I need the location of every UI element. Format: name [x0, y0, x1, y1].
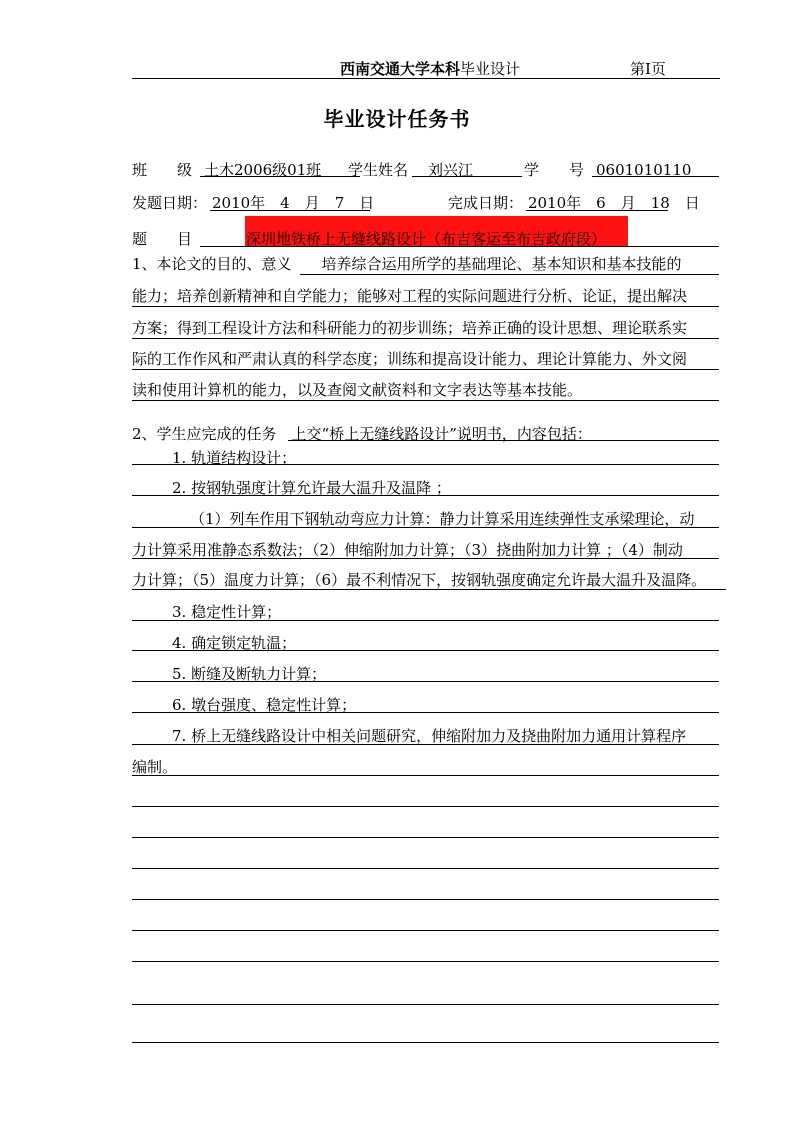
name-label: 学生姓名	[348, 161, 409, 179]
task-3: 3. 稳定性计算；	[172, 603, 282, 621]
blank-line	[132, 806, 719, 807]
rule	[132, 527, 719, 528]
section2-heading: 2、学生应完成的任务 上交“桥上无缝线路设计”说明书，内容包括：	[132, 425, 592, 443]
rule	[132, 400, 719, 401]
rule	[132, 558, 719, 559]
name-value: 刘兴江	[428, 161, 474, 179]
rule	[132, 775, 719, 776]
section1-line-1: 1、本论文的目的、意义 培养综合运用所学的基础理论、基本知识和基本技能的	[132, 255, 682, 273]
task-2-detail-2: 力计算采用准静态系数法；（2）伸缩附加力计算；（3）挠曲附加力计算 ；（4）制动	[132, 541, 683, 559]
section1-line-3: 方案；得到工程设计方法和科研能力的初步训练；培养正确的设计思想、理论联系实	[132, 319, 688, 337]
finish-date-value: 2010年 6 月 18 日	[528, 194, 700, 212]
rule	[132, 338, 719, 339]
rule	[132, 495, 719, 496]
blank-line	[132, 961, 719, 962]
task-2-detail-3: 力计算；（5）温度力计算；（6）最不利情况下，按钢轨强度确定允许最大温升及温降。	[132, 571, 707, 589]
blank-line	[132, 837, 719, 838]
class-label: 班 级	[132, 161, 193, 179]
rule	[300, 274, 719, 275]
blank-line	[132, 930, 719, 931]
header-rule	[132, 78, 720, 79]
rule	[132, 650, 719, 651]
task-6: 6. 墩台强度、稳定性计算；	[172, 696, 357, 714]
topic-label: 题 目	[132, 230, 193, 248]
rule	[132, 589, 726, 590]
header-doc-type: 毕业设计	[460, 60, 521, 78]
issue-date-label: 发题日期：	[132, 194, 208, 212]
rule	[132, 369, 719, 370]
topic-value: 深圳地铁桥上无缝线路设计（布吉客运至布吉政府段）	[246, 230, 607, 248]
finish-date-label: 完成日期：	[448, 194, 524, 212]
issue-date-value: 2010年 4 月 7 日	[212, 194, 375, 212]
id-value: 0601010110	[596, 161, 692, 179]
blank-line	[132, 1004, 719, 1005]
task-2: 2. 按钢轨强度计算允许最大温升及温降 ；	[172, 479, 451, 497]
rule	[132, 620, 719, 621]
rule	[132, 681, 719, 682]
blank-line	[132, 1042, 719, 1043]
class-value: 土木2006级01班	[204, 161, 322, 179]
rule	[132, 306, 719, 307]
rule	[132, 712, 719, 713]
task-2-detail-1: （1）列车作用下钢轨动弯应力计算：静力计算采用连续弹性支承梁理论，动	[190, 510, 695, 528]
blank-line	[132, 899, 719, 900]
task-1: 1. 轨道结构设计；	[172, 449, 297, 467]
header-school: 西南交通大学本科毕业设计	[340, 60, 521, 78]
id-label: 学 号	[524, 161, 585, 179]
section1-line-4: 际的工作作风和严肃认真的科学态度；训练和提高设计能力、理论计算能力、外文阅	[132, 350, 688, 368]
section1-line-5: 读和使用计算机的能力，以及查阅文献资料和文字表达等基本技能。	[132, 381, 583, 399]
task-7-cont: 编制。	[132, 758, 178, 776]
task-7: 7. 桥上无缝线路设计中相关问题研究，伸缩附加力及挠曲附加力通用计算程序	[172, 727, 687, 745]
rule	[132, 464, 719, 465]
header-page-label: 第Ⅰ页	[630, 60, 666, 78]
section1-line-2: 能力；培养创新精神和自学能力；能够对工程的实际问题进行分析、论证，提出解决	[132, 287, 688, 305]
page-title: 毕业设计任务书	[323, 107, 471, 131]
task-5: 5. 断缝及断轨力计算；	[172, 665, 327, 683]
rule	[288, 440, 719, 441]
rule	[132, 744, 719, 745]
task-4: 4. 确定锁定轨温；	[172, 634, 297, 652]
blank-line	[132, 868, 719, 869]
